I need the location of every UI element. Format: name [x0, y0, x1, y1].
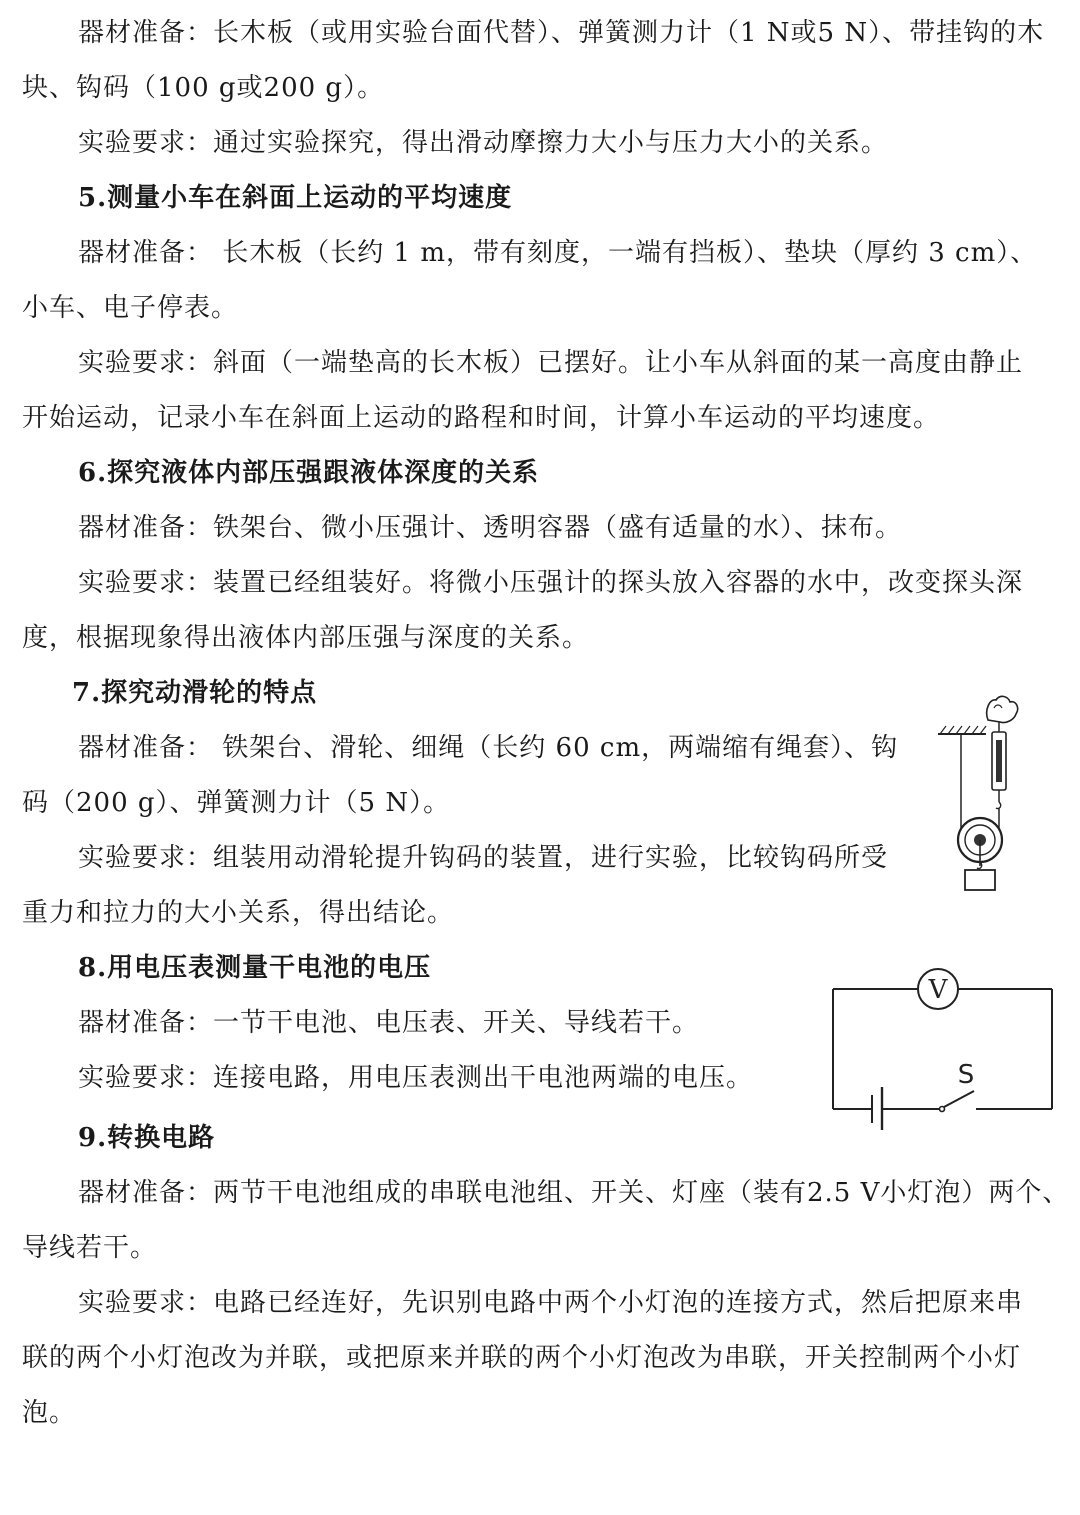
section5-materials-line2: 小车、电子停表。	[22, 293, 239, 323]
circuit-diagram	[828, 965, 1058, 1130]
section9-heading: 9.转换电路	[78, 1123, 216, 1153]
section4-materials-line1: 器材准备：长木板（或用实验台面代替）、弹簧测力计（1 N或5 N）、带挂钩的木	[78, 18, 1045, 48]
section6-heading: 6.探究液体内部压强跟液体深度的关系	[78, 458, 540, 488]
section5-heading: 5.测量小车在斜面上运动的平均速度	[78, 183, 513, 213]
section5-requirement-line1: 实验要求：斜面（一端垫高的长木板）已摆好。让小车从斜面的某一高度由静止	[78, 348, 1024, 378]
section8-heading: 8.用电压表测量干电池的电压	[78, 953, 432, 983]
section9-requirement-line1: 实验要求：电路已经连好，先识别电路中两个小灯泡的连接方式，然后把原来串	[78, 1288, 1024, 1318]
section7-heading: 7.探究动滑轮的特点	[72, 678, 318, 708]
section7-requirement-line2: 重力和拉力的大小关系，得出结论。	[22, 898, 455, 928]
section7-materials-line1: 器材准备： 铁架台、滑轮、细绳（长约 60 cm，两端缩有绳套）、钩	[78, 733, 899, 763]
section8-requirement-line1: 实验要求：连接电路，用电压表测出干电池两端的电压。	[78, 1063, 754, 1093]
section5-requirement-line2: 开始运动，记录小车在斜面上运动的路程和时间，计算小车运动的平均速度。	[22, 403, 941, 433]
battery-symbol	[872, 1087, 882, 1130]
section9-requirement-line2: 联的两个小灯泡改为并联，或把原来并联的两个小灯泡改为串联，开关控制两个小灯	[22, 1343, 1022, 1373]
section6-requirement-line1: 实验要求：装置已经组装好。将微小压强计的探头放入容器的水中，改变探头深	[78, 568, 1024, 598]
voltmeter-symbol	[918, 969, 958, 1009]
section4-requirement-line1: 实验要求：通过实验探究，得出滑动摩擦力大小与压力大小的关系。	[78, 128, 889, 158]
switch-label: S	[957, 1060, 975, 1090]
section4-materials-line2: 块、钩码（100 g或200 g）。	[22, 73, 385, 103]
section9-requirement-line3: 泡。	[22, 1398, 77, 1428]
section7-materials-line2: 码（200 g）、弹簧测力计（5 N）。	[22, 788, 451, 818]
section7-requirement-line1: 实验要求：组装用动滑轮提升钩码的装置，进行实验，比较钩码所受	[78, 843, 889, 873]
section6-materials-line1: 器材准备：铁架台、微小压强计、透明容器（盛有适量的水）、抹布。	[78, 513, 903, 543]
section5-materials-line1: 器材准备： 长木板（长约 1 m，带有刻度，一端有挡板）、垫块（厚约 3 cm）、	[78, 238, 1038, 268]
section9-materials-line1: 器材准备：两节干电池组成的串联电池组、开关、灯座（装有2.5 V小灯泡）两个、	[78, 1178, 1070, 1208]
section8-materials-line1: 器材准备：一节干电池、电压表、开关、导线若干。	[78, 1008, 700, 1038]
section6-requirement-line2: 度，根据现象得出液体内部压强与深度的关系。	[22, 623, 590, 653]
switch-symbol	[940, 1060, 975, 1112]
voltmeter-label: V	[928, 975, 948, 1005]
section9-materials-line2: 导线若干。	[22, 1233, 158, 1263]
pulley-illustration	[930, 690, 1040, 900]
